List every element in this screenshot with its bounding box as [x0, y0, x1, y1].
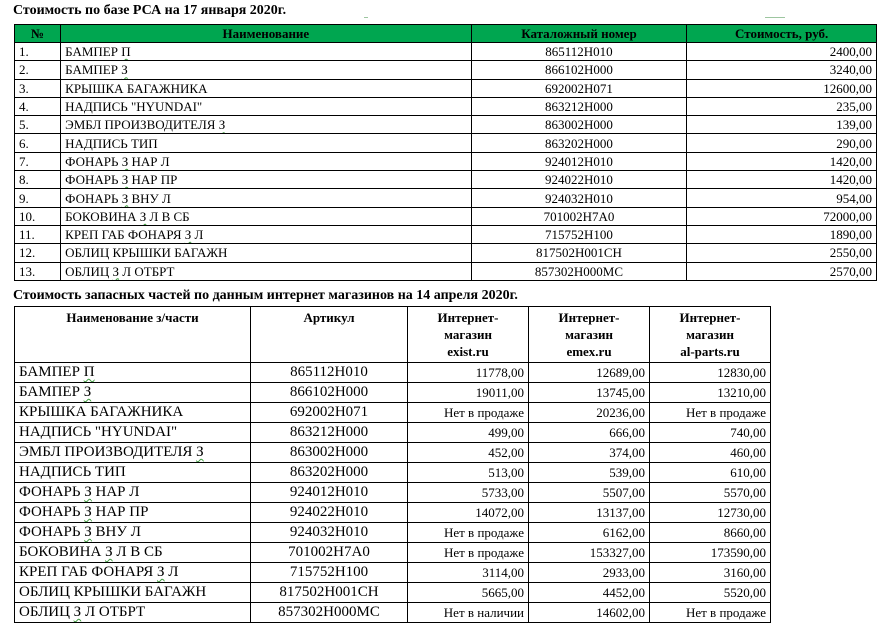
alparts-price-cell: 5520,00 — [650, 583, 771, 603]
part-name-cell: БАМПЕР П — [15, 363, 251, 383]
catalog-number-cell: 863002H000 — [471, 116, 687, 134]
table-header-row — [15, 25, 877, 43]
row-number-cell: 4. — [15, 97, 61, 115]
decorative-dash — [364, 17, 368, 18]
exist-price-cell: 452,00 — [408, 443, 529, 463]
row-number-cell: 13. — [15, 262, 61, 280]
part-name-cell: КРЫШКА БАГАЖНИКА — [61, 79, 471, 97]
decorative-dash — [765, 17, 785, 18]
part-name-cell: КРЕП ГАБ ФОНАРЯ З Л — [61, 225, 471, 243]
row-number-cell: 3. — [15, 79, 61, 97]
article-cell: 692002H071 — [251, 403, 408, 423]
row-number-cell: 7. — [15, 152, 61, 170]
table-row — [15, 189, 877, 207]
exist-price-cell: 5665,00 — [408, 583, 529, 603]
exist-price-cell: Нет в продаже — [408, 403, 529, 423]
part-name-cell: ОБЛИЦ КРЫШКИ БАГАЖН — [61, 244, 471, 262]
part-name-cell: ОБЛИЦ З Л ОТБРТ — [61, 262, 471, 280]
part-name-cell: ФОНАРЬ З НАР ПР — [15, 503, 251, 523]
emex-price-cell: 5507,00 — [529, 483, 650, 503]
article-cell: 924012H010 — [251, 483, 408, 503]
alparts-price-cell: 5570,00 — [650, 483, 771, 503]
row-number-cell: 1. — [15, 43, 61, 61]
cost-cell: 1420,00 — [687, 171, 877, 189]
cost-cell: 1890,00 — [687, 225, 877, 243]
row-number-cell: 10. — [15, 207, 61, 225]
emex-price-cell: 6162,00 — [529, 523, 650, 543]
row-number-cell: 2. — [15, 61, 61, 79]
col-header-catalog-number: Каталожный номер — [471, 25, 687, 43]
exist-price-cell: 499,00 — [408, 423, 529, 443]
part-name-cell: ФОНАРЬ З ВНУ Л — [61, 189, 471, 207]
part-name-cell: ЭМБЛ ПРОИЗВОДИТЕЛЯ З — [61, 116, 471, 134]
table-row — [15, 503, 771, 523]
table-row — [15, 244, 877, 262]
table-row — [15, 383, 771, 403]
alparts-price-cell: 460,00 — [650, 443, 771, 463]
part-name-cell: ФОНАРЬ З НАР ПР — [61, 171, 471, 189]
row-number-cell: 9. — [15, 189, 61, 207]
emex-price-cell: 13745,00 — [529, 383, 650, 403]
part-name-cell: НАДПИСЬ "HYUNDAI" — [15, 423, 251, 443]
article-cell: 863002H000 — [251, 443, 408, 463]
article-cell: 866102H000 — [251, 383, 408, 403]
rsa-price-table — [14, 24, 877, 281]
row-number-cell: 5. — [15, 116, 61, 134]
part-name-cell: БАМПЕР П — [61, 43, 471, 61]
article-cell: 715752H100 — [251, 563, 408, 583]
part-name-cell: ФОНАРЬ З НАР Л — [15, 483, 251, 503]
exist-price-cell: 513,00 — [408, 463, 529, 483]
emex-price-cell: 539,00 — [529, 463, 650, 483]
catalog-number-cell: 715752H100 — [471, 225, 687, 243]
catalog-number-cell: 817502H001CH — [471, 244, 687, 262]
catalog-number-cell: 863212H000 — [471, 97, 687, 115]
table-row — [15, 262, 877, 280]
cost-cell: 1420,00 — [687, 152, 877, 170]
col-header-name: Наименование — [61, 25, 471, 43]
table-row — [15, 403, 771, 423]
article-cell: 924032H010 — [251, 523, 408, 543]
exist-price-cell: 14072,00 — [408, 503, 529, 523]
catalog-number-cell: 866102H000 — [471, 61, 687, 79]
article-cell: 701002H7A0 — [251, 543, 408, 563]
cost-cell: 2570,00 — [687, 262, 877, 280]
alparts-price-cell: 12830,00 — [650, 363, 771, 383]
exist-price-cell: Нет в наличии — [408, 603, 529, 623]
table-row — [15, 61, 877, 79]
col-header-part-name: Наименование з/части — [15, 307, 251, 363]
table-header-row — [15, 307, 771, 363]
table-row — [15, 116, 877, 134]
catalog-number-cell: 692002H071 — [471, 79, 687, 97]
col-header-exist: Интернет- магазин exist.ru — [408, 307, 529, 363]
alparts-price-cell: 8660,00 — [650, 523, 771, 543]
emex-price-cell: 14602,00 — [529, 603, 650, 623]
article-cell: 865112H010 — [251, 363, 408, 383]
row-number-cell: 6. — [15, 134, 61, 152]
part-name-cell: БОКОВИНА З Л В СБ — [61, 207, 471, 225]
row-number-cell: 12. — [15, 244, 61, 262]
table-row — [15, 423, 771, 443]
alparts-price-cell: 173590,00 — [650, 543, 771, 563]
cost-cell: 290,00 — [687, 134, 877, 152]
emex-price-cell: 374,00 — [529, 443, 650, 463]
catalog-number-cell: 857302H000MC — [471, 262, 687, 280]
cost-cell: 12600,00 — [687, 79, 877, 97]
part-name-cell: КРЫШКА БАГАЖНИКА — [15, 403, 251, 423]
part-name-cell: ФОНАРЬ З ВНУ Л — [15, 523, 251, 543]
table-row — [15, 603, 771, 623]
table-row — [15, 363, 771, 383]
table-row — [15, 152, 877, 170]
table-row — [15, 225, 877, 243]
col-header-article: Артикул — [251, 307, 408, 363]
article-cell: 857302H000MC — [251, 603, 408, 623]
part-name-cell: КРЕП ГАБ ФОНАРЯ З Л — [15, 563, 251, 583]
col-header-cost: Стоимость, руб. — [687, 25, 877, 43]
emex-price-cell: 2933,00 — [529, 563, 650, 583]
part-name-cell: НАДПИСЬ ТИП — [61, 134, 471, 152]
table-row — [15, 79, 877, 97]
article-cell: 863202H000 — [251, 463, 408, 483]
table-row — [15, 43, 877, 61]
alparts-price-cell: Нет в продаже — [650, 403, 771, 423]
cost-cell: 954,00 — [687, 189, 877, 207]
exist-price-cell: 3114,00 — [408, 563, 529, 583]
catalog-number-cell: 924032H010 — [471, 189, 687, 207]
exist-price-cell: 19011,00 — [408, 383, 529, 403]
cost-cell: 3240,00 — [687, 61, 877, 79]
part-name-cell: НАДПИСЬ ТИП — [15, 463, 251, 483]
part-name-cell: ОБЛИЦ З Л ОТБРТ — [15, 603, 251, 623]
table-row — [15, 134, 877, 152]
table-row — [15, 97, 877, 115]
table-row — [15, 207, 877, 225]
part-name-cell: ОБЛИЦ КРЫШКИ БАГАЖН — [15, 583, 251, 603]
emex-price-cell: 12689,00 — [529, 363, 650, 383]
emex-price-cell: 153327,00 — [529, 543, 650, 563]
table-row — [15, 543, 771, 563]
cost-cell: 2400,00 — [687, 43, 877, 61]
part-name-cell: БОКОВИНА З Л В СБ — [15, 543, 251, 563]
article-cell: 924022H010 — [251, 503, 408, 523]
article-cell: 817502H001CH — [251, 583, 408, 603]
article-cell: 863212H000 — [251, 423, 408, 443]
emex-price-cell: 666,00 — [529, 423, 650, 443]
price-base-title: Стоимость по базе РСА на 17 января 2020г. — [13, 3, 287, 18]
table-row — [15, 483, 771, 503]
catalog-number-cell: 863202H000 — [471, 134, 687, 152]
row-number-cell: 8. — [15, 171, 61, 189]
col-header-emex: Интернет- магазин emex.ru — [529, 307, 650, 363]
part-name-cell: ЭМБЛ ПРОИЗВОДИТЕЛЯ З — [15, 443, 251, 463]
table-row — [15, 563, 771, 583]
table-row — [15, 523, 771, 543]
table-row — [15, 443, 771, 463]
exist-price-cell: 11778,00 — [408, 363, 529, 383]
cost-cell: 139,00 — [687, 116, 877, 134]
alparts-price-cell: 3160,00 — [650, 563, 771, 583]
alparts-price-cell: 13210,00 — [650, 383, 771, 403]
part-name-cell: БАМПЕР З — [15, 383, 251, 403]
part-name-cell: ФОНАРЬ З НАР Л — [61, 152, 471, 170]
emex-price-cell: 4452,00 — [529, 583, 650, 603]
exist-price-cell: Нет в продаже — [408, 523, 529, 543]
exist-price-cell: Нет в продаже — [408, 543, 529, 563]
cost-cell: 2550,00 — [687, 244, 877, 262]
part-name-cell: НАДПИСЬ "HYUNDAI" — [61, 97, 471, 115]
alparts-price-cell: Нет в продаже — [650, 603, 771, 623]
col-header-alparts: Интернет- магазин al-parts.ru — [650, 307, 771, 363]
internet-prices-title: Стоимость запасных частей по данным интернет магазинов на 14 апреля 2020г. — [13, 288, 518, 303]
part-name-cell: БАМПЕР З — [61, 61, 471, 79]
exist-price-cell: 5733,00 — [408, 483, 529, 503]
cost-cell: 72000,00 — [687, 207, 877, 225]
catalog-number-cell: 924012H010 — [471, 152, 687, 170]
emex-price-cell: 20236,00 — [529, 403, 650, 423]
alparts-price-cell: 740,00 — [650, 423, 771, 443]
emex-price-cell: 13137,00 — [529, 503, 650, 523]
row-number-cell: 11. — [15, 225, 61, 243]
table-row — [15, 463, 771, 483]
catalog-number-cell: 865112H010 — [471, 43, 687, 61]
alparts-price-cell: 12730,00 — [650, 503, 771, 523]
col-header-number: № — [15, 25, 61, 43]
catalog-number-cell: 701002H7A0 — [471, 207, 687, 225]
catalog-number-cell: 924022H010 — [471, 171, 687, 189]
table-row — [15, 171, 877, 189]
cost-cell: 235,00 — [687, 97, 877, 115]
alparts-price-cell: 610,00 — [650, 463, 771, 483]
internet-price-table — [14, 306, 771, 623]
table-row — [15, 583, 771, 603]
